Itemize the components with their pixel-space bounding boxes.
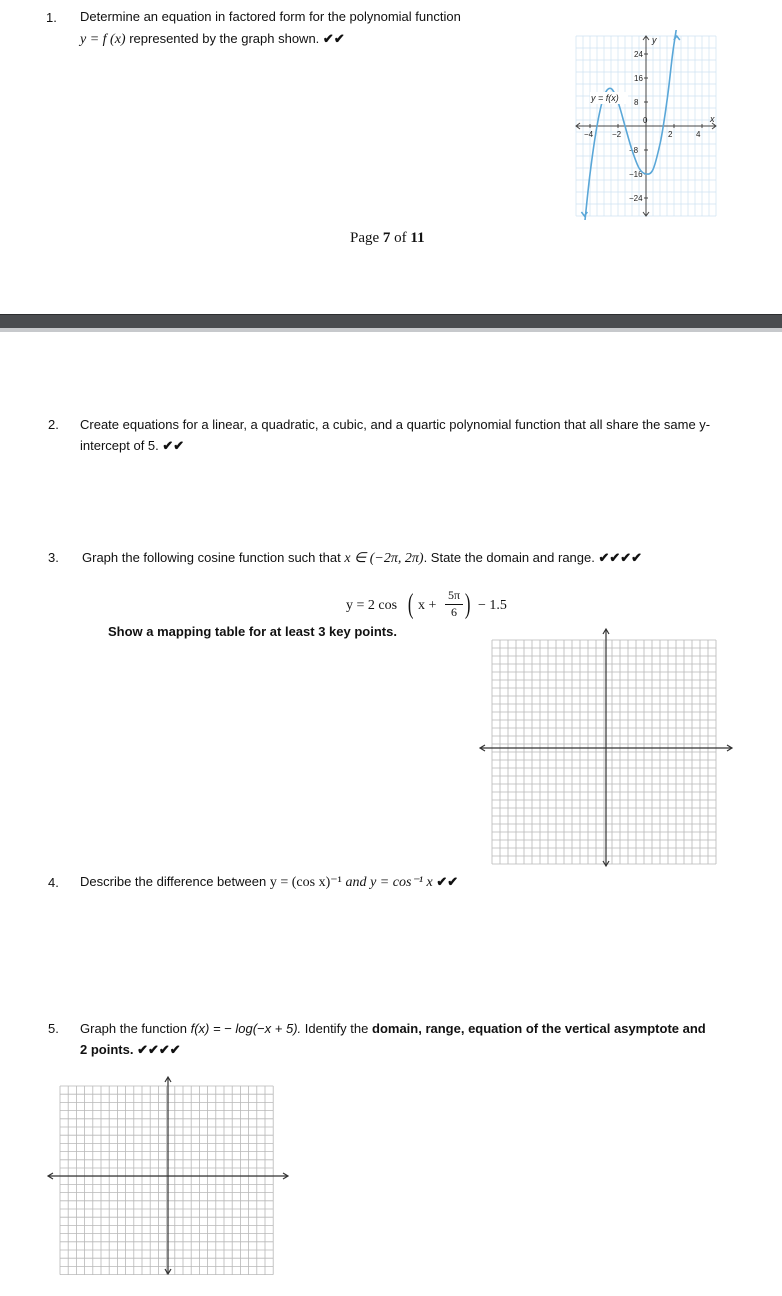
cosine-equation-right: − 1.5 xyxy=(478,598,507,613)
question-3-marks: ✔✔✔✔ xyxy=(598,550,643,565)
question-5-line-1 xyxy=(80,1018,706,1039)
question-5-bold-2: 2 points. xyxy=(80,1042,134,1057)
question-3-prompt xyxy=(82,547,642,569)
x-tick-label: 4 xyxy=(696,130,701,139)
cosine-equation-inner: x + xyxy=(418,598,437,613)
question-4-and: and xyxy=(345,875,367,890)
question-4-text: Describe the difference between xyxy=(80,874,267,889)
page-break-shadow xyxy=(0,328,782,332)
function-label: y = f(x) xyxy=(591,93,619,103)
y-axis-label: y xyxy=(652,35,657,45)
cosine-grid-axes xyxy=(480,629,732,866)
question-2-number: 2. xyxy=(48,417,59,432)
log-grid-axes xyxy=(48,1077,288,1274)
mapping-table-instruction: Show a mapping table for at least 3 key points. xyxy=(108,624,397,639)
log-blank-grid xyxy=(44,1074,292,1278)
cosine-equation-close-paren: ) xyxy=(464,589,471,620)
y-tick-label: 8 xyxy=(634,98,639,107)
question-2-line-2 xyxy=(80,435,184,456)
page-number xyxy=(350,230,425,247)
question-4-marks: ✔✔ xyxy=(436,874,459,889)
x-tick-label: −2 xyxy=(612,130,622,139)
question-2-marks: ✔✔ xyxy=(162,438,185,453)
question-3-number: 3. xyxy=(48,550,59,565)
fraction-numerator: 5π xyxy=(447,588,461,602)
page-middle: of xyxy=(390,230,411,246)
question-3-domain-math: x ∈ (−2π, 2π) xyxy=(344,551,424,566)
y-tick-label: 16 xyxy=(634,74,643,83)
question-1-function-notation: y = f (x) xyxy=(80,32,126,47)
x-tick-label: −4 xyxy=(584,130,594,139)
y-tick-label: −16 xyxy=(629,170,643,179)
question-1-number: 1. xyxy=(46,10,57,25)
y-tick-label: 24 xyxy=(634,50,643,59)
question-1-line-2 xyxy=(80,28,345,50)
x-tick-label: 2 xyxy=(668,130,673,139)
question-4-inverse-cos: y = cos⁻¹ x xyxy=(370,875,433,890)
cosine-equation-left: y = 2 cos xyxy=(346,598,398,613)
cosine-blank-grid xyxy=(476,626,736,870)
question-5-number: 5. xyxy=(48,1021,59,1036)
page-total: 11 xyxy=(410,230,425,246)
question-3-text-after: . State the domain and range. xyxy=(423,550,595,565)
cosine-grid-lines xyxy=(492,640,716,864)
question-5-function: f(x) = − log(−x + 5). xyxy=(190,1021,302,1036)
question-2-line-2-text: intercept of 5. xyxy=(80,438,159,453)
log-grid-lines xyxy=(60,1086,273,1275)
y-tick-label: −8 xyxy=(629,146,639,155)
question-5-text-mid: Identify the xyxy=(304,1021,369,1036)
page-current: 7 xyxy=(382,230,391,246)
x-tick-label: 0 xyxy=(643,116,648,125)
question-4-number: 4. xyxy=(48,875,59,890)
question-1-line-2-text: represented by the graph shown. xyxy=(129,31,320,46)
x-axis-label: x xyxy=(710,114,715,124)
question-2-line-1: Create equations for a linear, a quadratic, a cubic, and a quartic polynomial function that all share the same y- xyxy=(80,417,711,432)
polynomial-curve xyxy=(584,30,676,220)
fraction-denominator: 6 xyxy=(451,605,457,619)
question-3-text-before: Graph the following cosine function such that xyxy=(82,550,341,565)
question-5-text-before: Graph the function xyxy=(80,1021,187,1036)
question-5-bold-1: domain, range, equation of the vertical asymptote and xyxy=(372,1021,706,1036)
question-4-reciprocal-cos: y = (cos x)⁻¹ xyxy=(269,875,342,890)
polynomial-graph xyxy=(572,30,720,220)
cosine-equation-open-paren: ( xyxy=(407,589,414,620)
question-1-line-1: Determine an equation in factored form for the polynomial function xyxy=(80,9,461,24)
question-1-marks: ✔✔ xyxy=(322,31,345,46)
question-4-prompt xyxy=(80,871,458,893)
question-5-line-2 xyxy=(80,1039,181,1060)
question-5-marks: ✔✔✔✔ xyxy=(137,1042,181,1057)
y-tick-label: −24 xyxy=(629,194,643,203)
page-prefix: Page xyxy=(350,230,383,246)
